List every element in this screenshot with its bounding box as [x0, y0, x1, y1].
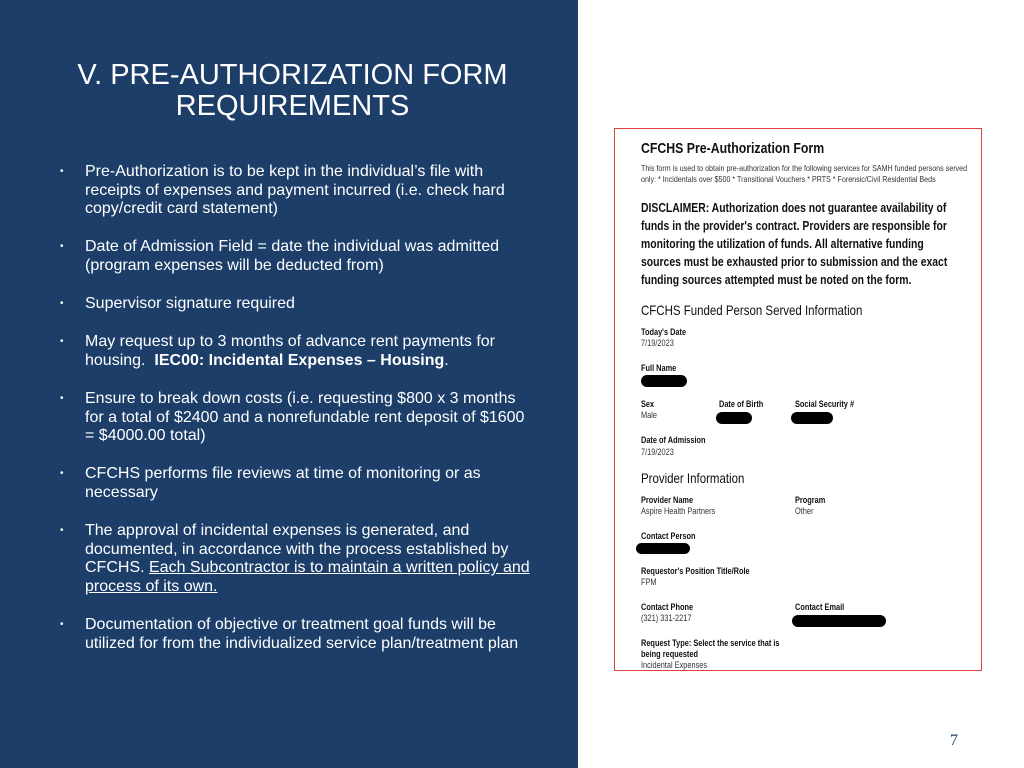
field-value: Male [641, 410, 658, 420]
bullet-bold-text: IEC00: Incidental Expenses – Housing [154, 351, 445, 369]
field-value: 7/19/2023 [641, 338, 674, 348]
field-value: FPM [641, 577, 657, 587]
bullet-text: May request up to 3 months of advance rent payments for housing. [85, 333, 500, 369]
field-label: Contact Person [641, 531, 696, 541]
redaction-mark [636, 543, 690, 554]
redaction-mark [716, 412, 752, 424]
field-value: (321) 331-2217 [641, 613, 692, 623]
field-value: Incidental Expenses [641, 660, 708, 670]
redaction-mark [641, 375, 687, 387]
field-label: Sex [641, 399, 655, 409]
bullet-item: • CFCHS performs file reviews at time of monitoring or as necessary [60, 465, 481, 501]
field-value: 7/19/2023 [641, 447, 674, 457]
field-label: Today's Date [641, 327, 687, 337]
form-intro: This form is used to obtain pre-authorization for the following services for SAMH funded persons served only: * Incidentals over $500 * Transitional Vouchers * PRTS * Forensic/Civil Residential Beds [641, 163, 968, 184]
form-title: CFCHS Pre-Authorization Form [641, 140, 825, 157]
field-label: Request Type: Select the service that is being requested [641, 638, 780, 659]
bullet-text: . [444, 351, 449, 369]
bullet-text: Pre-Authorization is to be kept in the individual’s file with receipts of expenses and payment incurred (i.e. check hard copy/credit card statement) [85, 163, 505, 218]
field-label: Date of Birth [719, 399, 764, 409]
form-disclaimer: DISCLAIMER: Authorization does not guarantee availability of funds in the provider's contract. Providers are responsible for monitoring the utilization of funds. All alternative funding sources must be exhausted prior to submission and the exact funding sources attempted must be noted on the form. [641, 200, 948, 287]
slide-title: V. PRE-AUTHORIZATION FORM REQUIREMENTS [77, 59, 508, 122]
page-number: 7 [950, 732, 958, 749]
section-heading: Provider Information [641, 470, 745, 486]
bullet-item: • May request up to 3 months of advance rent payments for housing. IEC00: Incidental Expenses – Housing. [60, 333, 500, 369]
bullet-item: • Supervisor signature required [60, 295, 295, 312]
bullet-underlined-text: Each Subcontractor is to maintain a written policy and process of its own. [85, 559, 530, 596]
section-heading: CFCHS Funded Person Served Information [641, 302, 863, 318]
field-label: Date of Admission [641, 435, 706, 445]
bullet-item: • Pre-Authorization is to be kept in the individual’s file with receipts of expenses and payment incurred (i.e. check hard copy/credit card statement) [60, 163, 505, 218]
bullet-text: Supervisor signature required [85, 295, 295, 312]
field-label: Contact Email [795, 602, 845, 612]
form-screenshot [614, 128, 982, 671]
bullet-item: • The approval of incidental expenses is generated, and documented, in accordance with the process established by CFCHS. Each Subcontractor is to maintain a written policy and process of its own. [60, 522, 530, 596]
bullet-item: • Documentation of objective or treatment goal funds will be utilized for from the individualized service plan/treatment plan [60, 616, 519, 652]
bullet-text: CFCHS performs file reviews at time of monitoring or as necessary [85, 465, 481, 501]
bullet-text: Documentation of objective or treatment goal funds will be utilized for from the individualized service plan/treatment plan [85, 616, 519, 652]
field-label: Provider Name [641, 495, 694, 505]
redaction-mark [792, 615, 886, 627]
bullet-text: Ensure to break down costs (i.e. requesting $800 x 3 months for a total of $2400 and a nonrefundable rent deposit of $1600 = $4000.00 total) [85, 390, 525, 445]
field-label: Requestor's Position Title/Role [641, 566, 750, 576]
field-label: Social Security # [795, 399, 855, 409]
field-label: Program [795, 495, 826, 505]
bullet-item: • Date of Admission Field = date the individual was admitted (program expenses will be deducted from) [60, 238, 500, 274]
bullet-item: • Ensure to break down costs (i.e. requesting $800 x 3 months for a total of $2400 and a nonrefundable rent deposit of $1600 = $4000.00 total) [60, 390, 525, 445]
bullet-text: Date of Admission Field = date the individual was admitted (program expenses will be deducted from) [85, 238, 500, 274]
field-label: Full Name [641, 363, 677, 373]
field-label: Contact Phone [641, 602, 694, 612]
redaction-mark [791, 412, 833, 424]
bullet-text: The approval of incidental expenses is generated, and documented, in accordance with the process established by CFCHS. [85, 522, 509, 577]
field-value: Aspire Health Partners [641, 506, 716, 516]
field-value: Other [795, 506, 814, 516]
